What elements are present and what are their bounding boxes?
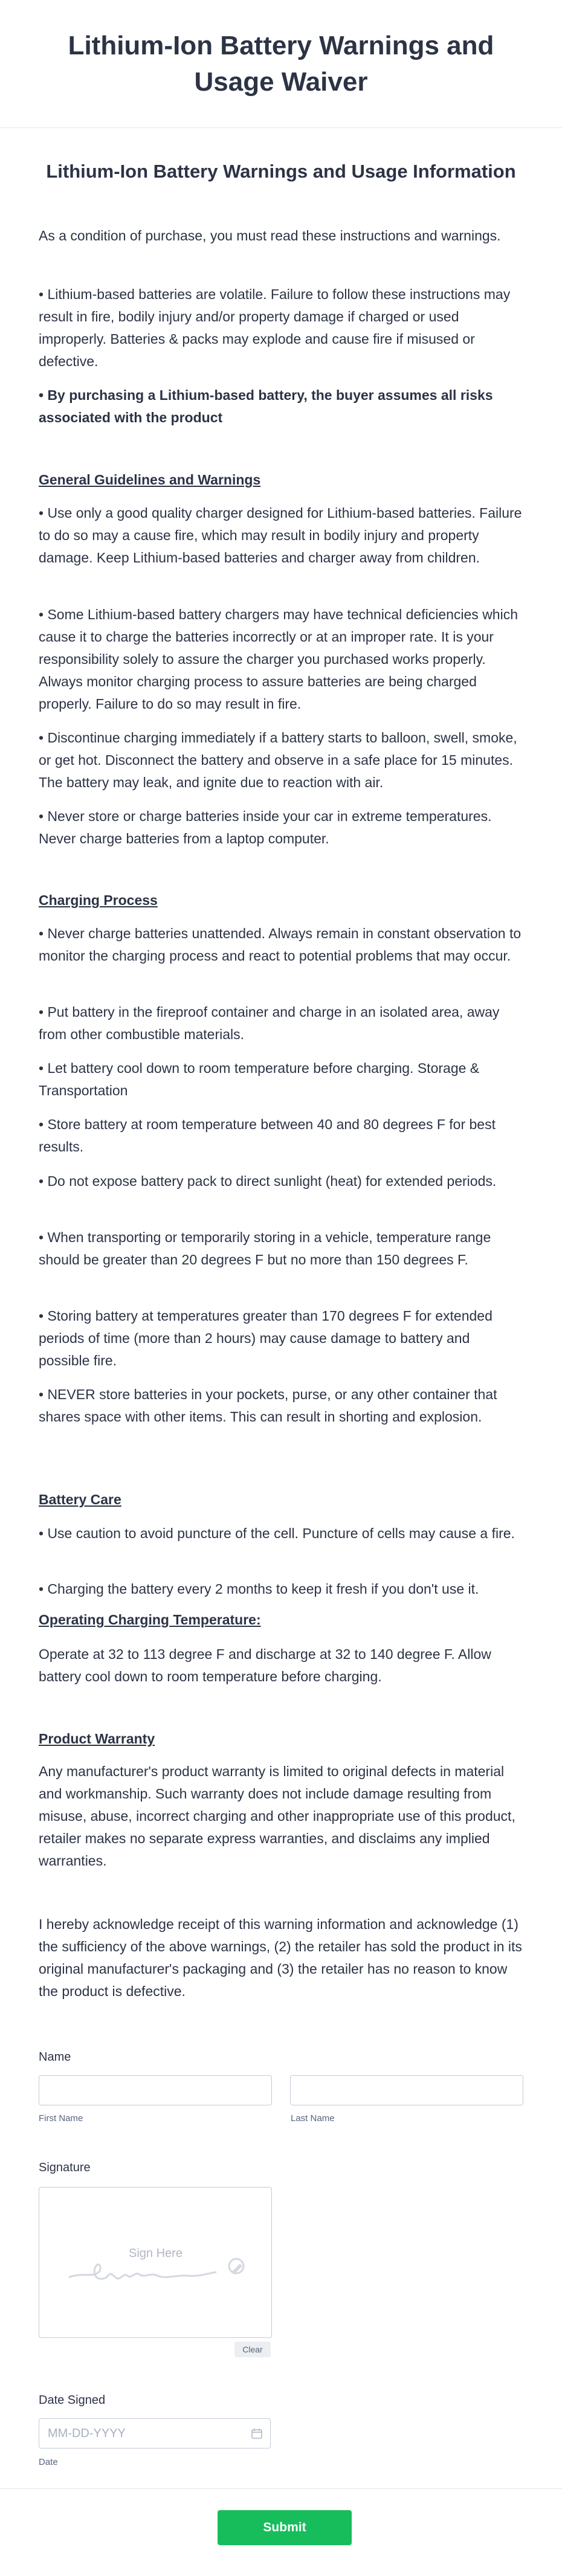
- submit-button[interactable]: Submit: [218, 2510, 352, 2545]
- operating-temperature-text: Operate at 32 to 113 degree F and discharge at 32 to 140 degree F. Allow battery cool down to room temperature before charging.: [39, 1646, 491, 1684]
- operating-temperature-heading: Operating Charging Temperature:: [39, 1612, 261, 1628]
- intro-volatile-warning: • Lithium-based batteries are volatile. Failure to follow these instructions may result in fire, bodily injury and/or property damage if charged or used improperly. Batteries & packs may explode and cause fire if misused or defective.: [39, 286, 511, 369]
- charging-item-transport: • When transporting or temporarily storing in a vehicle, temperature range should be greater than 20 degrees F but no more than 150 degrees F.: [39, 1229, 491, 1267]
- first-name-input[interactable]: [39, 2075, 272, 2105]
- last-name-input[interactable]: [290, 2075, 523, 2105]
- date-signed-label: Date Signed: [39, 2394, 106, 2407]
- waiver-content: [0, 159, 562, 184]
- calendar-icon[interactable]: [251, 2427, 263, 2439]
- page-header: [0, 0, 562, 128]
- page-title: Lithium-Ion Battery Warnings and Usage Waiver: [68, 30, 494, 97]
- name-label: Name: [39, 2050, 71, 2064]
- acknowledgement-text: I hereby acknowledge receipt of this warning information and acknowledge (1) the sufficiency of the above warnings, (2) the retailer has sold the product in its original manufacturer's packaging and (3) the retailer has no reason to know the product is defective.: [39, 1916, 522, 1999]
- date-input[interactable]: [39, 2418, 271, 2449]
- date-sublabel: Date: [39, 2457, 58, 2467]
- section-title: Lithium-Ion Battery Warnings and Usage Information: [46, 161, 516, 182]
- charging-item-fireproof: • Put battery in the fireproof container and charge in an isolated area, away from other combustible materials.: [39, 1004, 500, 1042]
- last-name-sublabel: Last Name: [291, 2113, 335, 2124]
- first-name-sublabel: First Name: [39, 2113, 83, 2124]
- care-item-puncture: • Use caution to avoid puncture of the cell. Puncture of cells may cause a fire.: [39, 1525, 515, 1541]
- date-placeholder: MM-DD-YYYY: [48, 2426, 126, 2440]
- signature-scribble-icon: [39, 2188, 273, 2339]
- charging-item-pockets: • NEVER store batteries in your pockets, purse, or any other container that shares space with other items. This can result in shorting and explosion.: [39, 1386, 497, 1425]
- charging-item-high-temp: • Storing battery at temperatures greater than 170 degrees F for extended periods of time (more than 2 hours) may cause damage to battery and possible fire.: [39, 1308, 493, 1368]
- intro-risk-statement: • By purchasing a Lithium-based battery, the buyer assumes all risks associated with the product: [39, 387, 493, 425]
- clear-signature-button[interactable]: Clear: [234, 2342, 271, 2357]
- signature-pad[interactable]: [39, 2187, 272, 2338]
- charging-item-cool-down: • Let battery cool down to room temperature before charging. Storage & Transportation: [39, 1060, 480, 1098]
- care-item-charge-monthly: • Charging the battery every 2 months to keep it fresh if you don't use it.: [39, 1581, 479, 1597]
- footer-divider: [0, 2488, 562, 2489]
- charging-process-heading: Charging Process: [39, 892, 158, 908]
- pen-icon: [229, 2259, 244, 2275]
- charging-item-unattended: • Never charge batteries unattended. Always remain in constant observation to monitor the charging process and react to potential problems that may occur.: [39, 926, 522, 964]
- signature-label: Signature: [39, 2161, 91, 2174]
- general-item-discontinue: • Discontinue charging immediately if a battery starts to balloon, swell, smoke, or get hot. Disconnect the battery and observe in a safe place for 15 minutes. The battery may leak, and ignite due to reaction with air.: [39, 730, 517, 790]
- signature-hint: Sign Here: [129, 2247, 182, 2260]
- general-guidelines-heading: General Guidelines and Warnings: [39, 472, 261, 488]
- general-item-storage: • Never store or charge batteries inside your car in extreme temperatures. Never charge batteries from a laptop computer.: [39, 808, 492, 846]
- charging-item-room-temp: • Store battery at room temperature between 40 and 80 degrees F for best results.: [39, 1116, 496, 1154]
- general-item-charger: • Use only a good quality charger designed for Lithium-based batteries. Failure to do so may a cause fire, which may result in bodily injury and property damage. Keep Lithium-based batteries and charger away from children.: [39, 505, 522, 565]
- charging-item-sunlight: • Do not expose battery pack to direct sunlight (heat) for extended periods.: [39, 1173, 497, 1189]
- product-warranty-heading: Product Warranty: [39, 1731, 155, 1747]
- general-item-deficiencies: • Some Lithium-based battery chargers may have technical deficiencies which cause it to charge the batteries incorrectly or at an improper rate. It is your responsibility solely to assure the charger you purchased works properly. Always monitor charging process to assure batteries are being charged properly. Failure to do so may result in fire.: [39, 607, 518, 712]
- product-warranty-text: Any manufacturer's product warranty is limited to original defects in material and workmanship. Such warranty does not include damage resulting from misuse, abuse, incorrect charging and other inappropriate use of this product, retailer makes no separate express warranties, and disclaims any implied warranties.: [39, 1763, 515, 1869]
- battery-care-heading: Battery Care: [39, 1492, 121, 1507]
- intro-paragraph: As a condition of purchase, you must read these instructions and warnings.: [39, 228, 501, 243]
